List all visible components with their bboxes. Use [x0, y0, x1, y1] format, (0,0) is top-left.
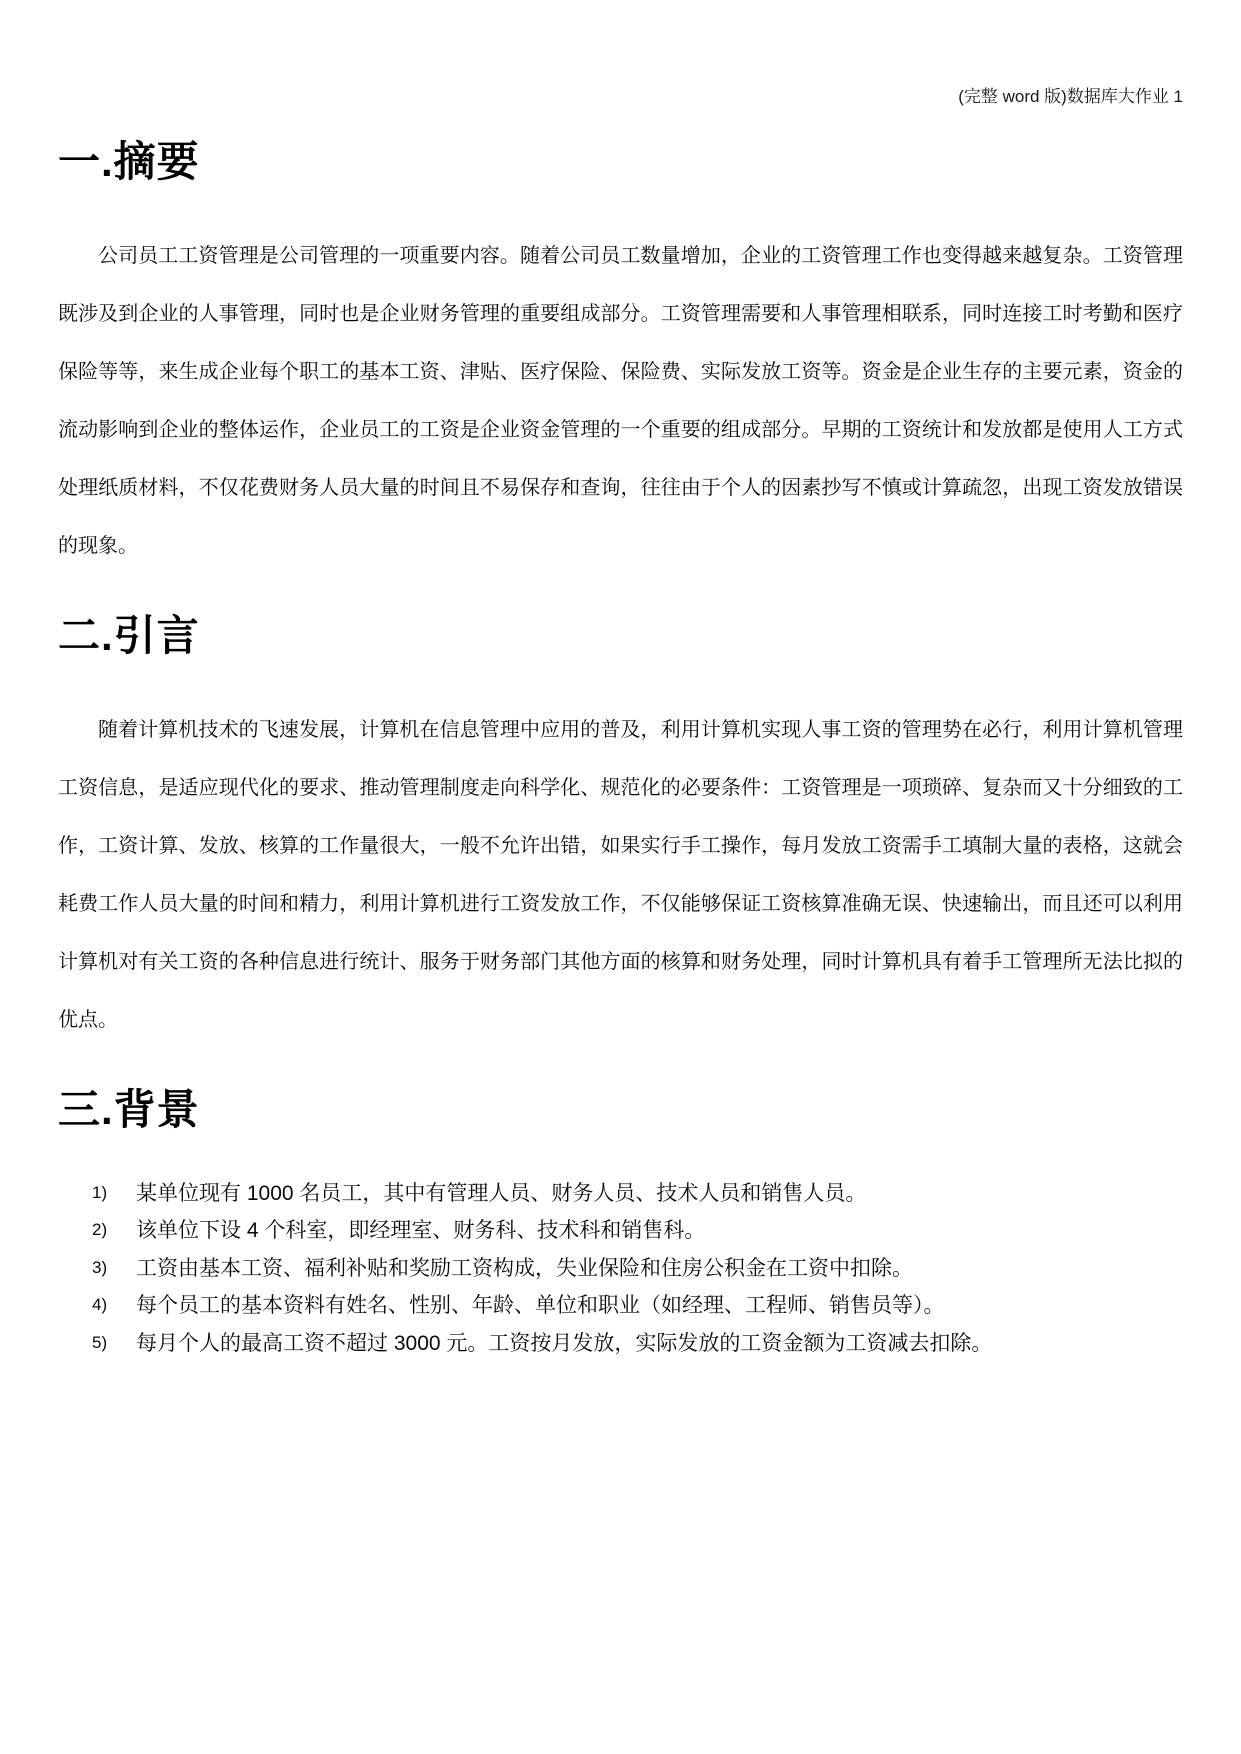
document-header-text: (完整 word 版)数据库大作业 1 — [958, 87, 1183, 106]
introduction-heading: 二.引言 — [58, 612, 200, 659]
abstract-heading: 一.摘要 — [58, 138, 200, 185]
background-heading: 三.背景 — [58, 1086, 200, 1133]
list-item-text: 每个员工的基本资料有姓名、性别、年龄、单位和职业（如经理、工程师、销售员等）。 — [136, 1294, 945, 1318]
section-introduction — [58, 603, 1183, 1049]
section-background — [58, 1077, 1183, 1362]
abstract-paragraph: 公司员工工资管理是公司管理的一项重要内容。随着公司员工数量增加，企业的工资管理工作也变得越来越复杂。工资管理既涉及到企业的人事管理，同时也是企业财务管理的重要组成部分。工资管理需要和人事管理相联系，同时连接工时考勤和医疗保险等等，来生成企业每个职工的基本工资、津贴、医疗保险、保险费、实际发放工资等。资金是企业生存的主要元素，资金的流动影响到企业的整体运作，企业员工的工资是企业资金管理的一个重要的组成部分。早期的工资统计和发放都是使用人工方式处理纸质材料，不仅花费财务人员大量的时间且不易保存和查询，往往由于个人的因素抄写不慎或计算疏忽，出现工资发放错误的现象。 — [58, 245, 1183, 557]
list-item-text: 每月个人的最高工资不超过 3000 元。工资按月发放，实际发放的工资金额为工资减去扣除。 — [136, 1331, 993, 1355]
list-item — [92, 1212, 1183, 1249]
list-item — [92, 1175, 1183, 1212]
list-item-number: 5) — [92, 1332, 108, 1352]
list-item-number: 1) — [92, 1183, 108, 1202]
background-numbered-list — [92, 1175, 1183, 1362]
list-item-number: 2) — [92, 1220, 108, 1240]
section-abstract — [58, 129, 1183, 575]
list-item-text: 工资由基本工资、福利补贴和奖励工资构成，失业保险和住房公积金在工资中扣除。 — [136, 1256, 913, 1280]
list-item-text: 某单位现有 1000 名员工，其中有管理人员、财务人员、技术人员和销售人员。 — [136, 1182, 867, 1205]
list-item-number: 4) — [92, 1295, 108, 1315]
list-item — [92, 1325, 1183, 1362]
introduction-paragraph: 随着计算机技术的飞速发展，计算机在信息管理中应用的普及，利用计算机实现人事工资的管理势在必行，利用计算机管理工资信息，是适应现代化的要求、推动管理制度走向科学化、规范化的必要条件：工资管理是一项琐碎、复杂而又十分细致的工作，工资计算、发放、核算的工作量很大，一般不允许出错，如果实行手工操作，每月发放工资需手工填制大量的表格，这就会耗费工作人员大量的时间和精力，利用计算机进行工资发放工作，不仅能够保证工资核算准确无误、快速输出，而且还可以利用计算机对有关工资的各种信息进行统计、服务于财务部门其他方面的核算和财务处理，同时计算机具有着手工管理所无法比拟的优点。 — [58, 719, 1183, 1031]
list-item — [92, 1287, 1183, 1324]
list-item-number: 3) — [92, 1257, 108, 1277]
list-item — [92, 1250, 1183, 1287]
list-item-text: 该单位下设 4 个科室，即经理室、财务科、技术科和销售科。 — [136, 1219, 706, 1243]
